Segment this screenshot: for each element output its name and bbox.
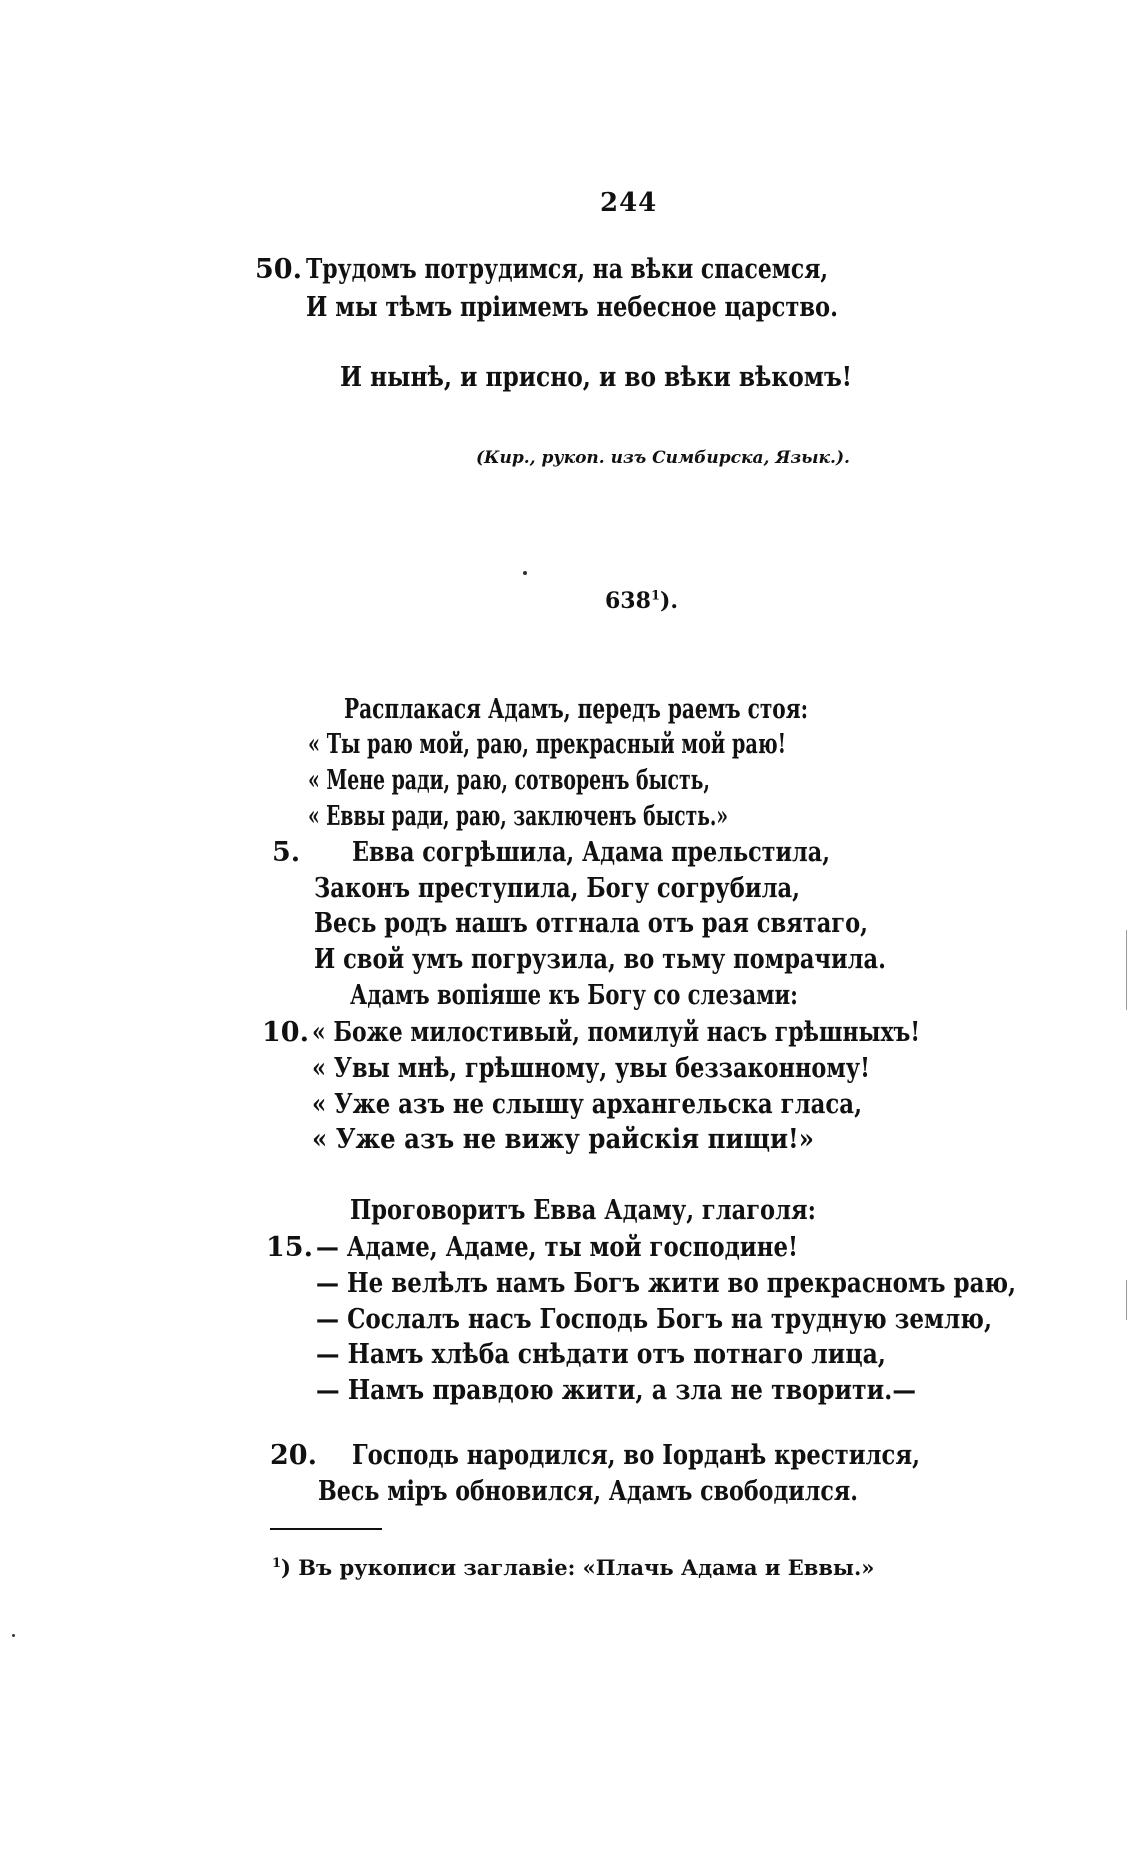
line-number-10: 10.: [262, 1017, 309, 1048]
verse-line: « Боже милостивый, помилуй насъ грѣшныхъ!: [312, 1017, 920, 1048]
doxology-line: И нынѣ, и присно, и во вѣки вѣкомъ!: [340, 362, 853, 393]
verse-line: « Уже азъ не вижу райскія пищи!»: [312, 1124, 815, 1155]
footnote-marker: 1: [272, 1556, 282, 1571]
verse-line: Весь міръ обновился, Адамъ свободился.: [318, 1476, 859, 1507]
verse-line: — Намъ хлѣба снѣдати отъ потнаго лица,: [316, 1339, 886, 1370]
scan-edge-mark: [1126, 1280, 1127, 1320]
verse-line: — Намъ правдою жити, а зла не творити.—: [316, 1375, 916, 1406]
verse-line: — Сослалъ насъ Господь Богъ на трудную землю,: [316, 1304, 992, 1335]
verse-line: Трудомъ потрудимся, на вѣки спасемся,: [306, 254, 829, 285]
verse-line: Господь народился, во Іорданѣ крестился,: [352, 1440, 921, 1471]
poem-number-suffix: ).: [659, 588, 679, 614]
print-speck: [523, 571, 527, 575]
line-number-15: 15.: [266, 1232, 313, 1263]
scan-edge-mark: [1126, 930, 1127, 1010]
footnote: [272, 1555, 874, 1580]
verse-line: « Увы мнѣ, грѣшному, увы беззаконному!: [312, 1053, 870, 1084]
verse-line: Евва согрѣшила, Адама прельстила,: [352, 837, 831, 868]
verse-line: И мы тѣмъ пріимемъ небесное царство.: [306, 292, 838, 323]
verse-line: « Ты раю мой, раю, прекрасный мой раю!: [308, 729, 787, 760]
poem-number-value: 638: [605, 588, 651, 614]
footnote-ref: 1: [650, 588, 660, 604]
verse-line: Адамъ вопіяше къ Богу со слезами:: [350, 980, 798, 1011]
print-speck: [12, 1634, 15, 1637]
verse-line: — Адаме, Адаме, ты мой господине!: [316, 1232, 799, 1263]
verse-line: « Еввы ради, раю, заключенъ бысть.»: [308, 801, 729, 832]
verse-line: « Мене ради, раю, сотворенъ бысть,: [308, 765, 710, 796]
verse-line: — Не велѣлъ намъ Богъ жити во прекрасномъ раю,: [316, 1268, 1017, 1299]
page-number: 244: [600, 188, 658, 218]
source-citation: (Кир., рукоп. изъ Симбирска, Язык.).: [476, 448, 850, 468]
verse-line: « Уже азъ не слышу архангельска гласа,: [312, 1089, 863, 1120]
line-number-50: 50.: [255, 254, 302, 285]
footnote-text: ) Въ рукописи заглавіе: «Плачь Адама и Еввы.»: [281, 1555, 875, 1580]
line-number-20: 20.: [270, 1440, 317, 1471]
verse-line: И свой умъ погрузила, во тьму помрачила.: [314, 944, 886, 975]
footnote-rule: [270, 1528, 382, 1530]
verse-line: Расплакася Адамъ, передъ раемъ стоя:: [344, 694, 809, 725]
poem-number: [605, 588, 678, 614]
line-number-5: 5.: [272, 837, 301, 868]
verse-line: Весь родъ нашъ отгнала отъ рая святаго,: [314, 908, 868, 939]
verse-line: Законъ преступила, Богу согрубила,: [314, 873, 800, 904]
verse-line: Проговоритъ Евва Адаму, глаголя:: [350, 1195, 816, 1226]
